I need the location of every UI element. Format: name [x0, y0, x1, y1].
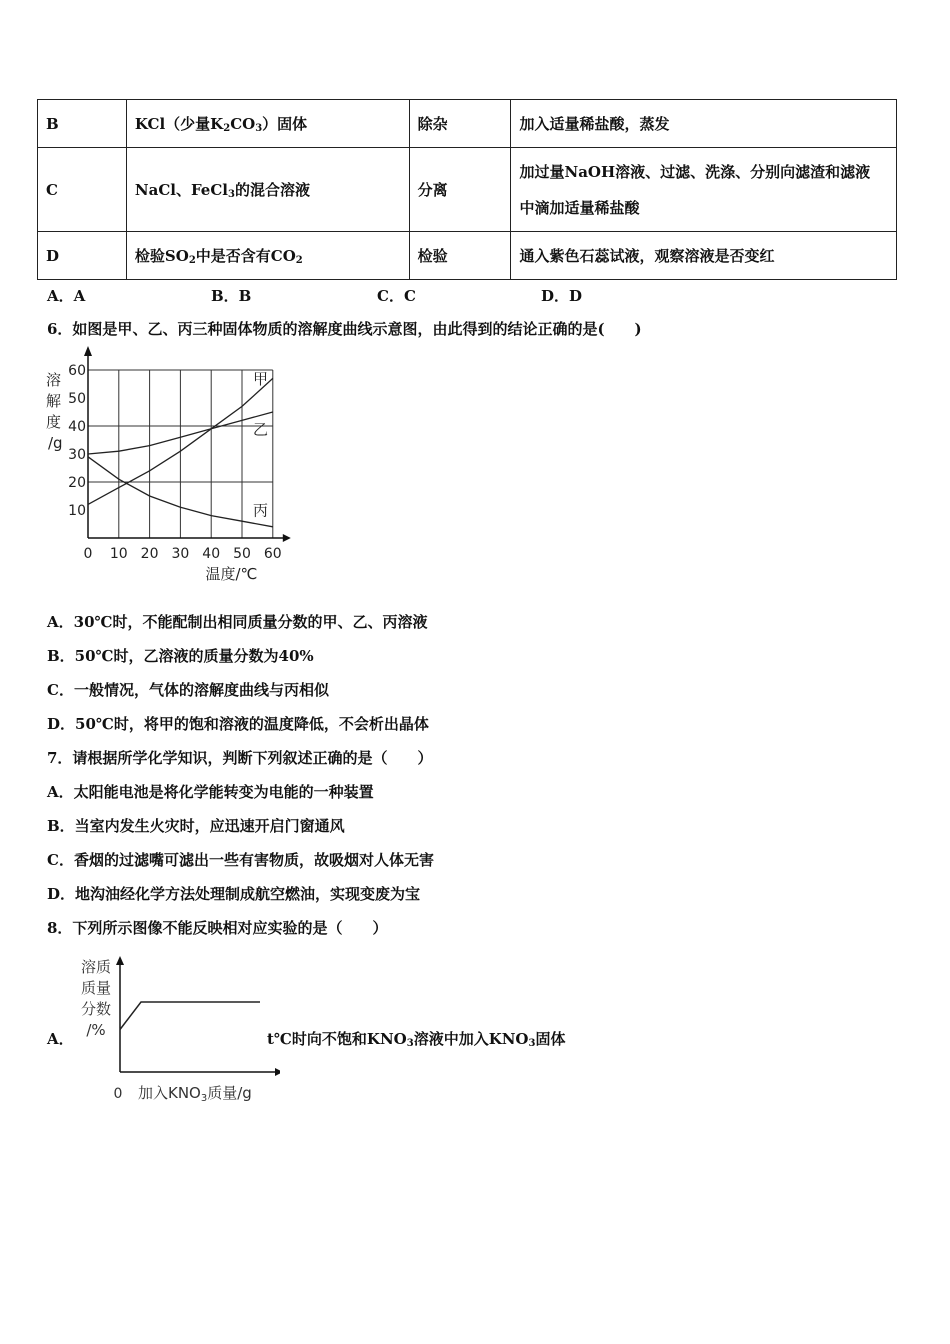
- choice-c[interactable]: C．C: [377, 287, 416, 305]
- subject-cell: KCl（少量$K_2CO_3$）固体: [126, 100, 409, 148]
- mass-fraction-chart: [70, 950, 280, 1110]
- question-7-stem: 7．请根据所学化学知识，判断下列叙述正确的是（ ）: [47, 749, 433, 767]
- x-axis-label: 温度/℃: [205, 565, 258, 583]
- question-8-stem: 8．下列所示图像不能反映相对应实验的是（ ）: [47, 919, 388, 937]
- y-axis-arrow: [84, 346, 92, 356]
- purpose-cell: 分离: [409, 148, 511, 232]
- question-6-option-c[interactable]: C．一般情况，气体的溶解度曲线与丙相似: [47, 681, 329, 699]
- method-cell: 加入适量稀盐酸，蒸发: [511, 100, 897, 148]
- y-tick-label: 20: [68, 475, 86, 491]
- x-tick-label: 50: [233, 546, 251, 562]
- x-tick-label: 10: [109, 546, 128, 562]
- y-tick-label: 30: [68, 447, 86, 463]
- options-table: [37, 99, 897, 280]
- y-axis-label: /%: [86, 1021, 106, 1039]
- series-label: 乙: [252, 420, 268, 439]
- series-line: [120, 1002, 260, 1030]
- method-cell: 通入紫色石蕊试液，观察溶液是否变红: [511, 232, 897, 280]
- x-tick-label: 40: [202, 546, 221, 562]
- choice-d[interactable]: D．D: [541, 287, 583, 305]
- y-axis-label: 溶: [46, 371, 62, 389]
- x-axis-arrow: [275, 1068, 280, 1076]
- question-7-option-b[interactable]: B．当室内发生火灾时，应迅速开启门窗通风: [47, 817, 345, 835]
- x-tick-label: 20: [140, 546, 159, 562]
- option-letter: D: [38, 232, 127, 280]
- origin-label: 0: [113, 1086, 123, 1102]
- question-6-stem: 6．如图是甲、乙、丙三种固体物质的溶解度曲线示意图，由此得到的结论正确的是( ): [47, 320, 642, 338]
- y-tick-label: 40: [68, 419, 86, 435]
- y-axis-label: 质量: [80, 979, 112, 997]
- question-7-option-a[interactable]: A．太阳能电池是将化学能转变为电能的一种装置: [47, 783, 374, 801]
- question-7-option-d[interactable]: D．地沟油经化学方法处理制成航空燃油，实现变废为宝: [47, 885, 421, 903]
- option-letter: B: [38, 100, 127, 148]
- purpose-cell: 检验: [409, 232, 511, 280]
- y-axis-label: 解: [46, 392, 62, 410]
- y-tick-label: 10: [68, 503, 86, 519]
- y-tick-label: 50: [68, 391, 86, 407]
- x-axis-label: 加入$KNO_3$质量/g: [138, 1084, 252, 1104]
- choice-b[interactable]: B．B: [211, 287, 252, 305]
- method-cell: 加过量NaOH溶液、过滤、洗涤、分别向滤渣和滤液 中滴加适量稀盐酸: [511, 148, 897, 232]
- table-row: [38, 100, 897, 148]
- y-axis-label: 度: [46, 413, 62, 431]
- y-axis-label: /g: [48, 434, 63, 452]
- subject-cell: NaCl、FeCl$_3$的混合溶液: [126, 148, 409, 232]
- question-7-option-c[interactable]: C．香烟的过滤嘴可滤出一些有害物质，故吸烟对人体无害: [47, 851, 434, 869]
- table-row: [38, 148, 897, 232]
- x-tick-label: 30: [171, 546, 190, 562]
- option-letter: C: [38, 148, 127, 232]
- y-tick-label: 60: [68, 363, 86, 379]
- series-label: 丙: [252, 501, 268, 520]
- x-tick-label: 60: [263, 546, 282, 562]
- series-label: 甲: [252, 370, 268, 388]
- question-6-option-a[interactable]: A．30℃时，不能配制出相同质量分数的甲、乙、丙溶液: [47, 613, 428, 631]
- y-axis-arrow: [116, 956, 124, 965]
- subject-cell: 检验$SO_2$中是否含有$CO_2$: [126, 232, 409, 280]
- y-axis-label: 分数: [80, 1000, 112, 1018]
- y-axis-label: 溶质: [80, 958, 112, 976]
- purpose-cell: 除杂: [409, 100, 511, 148]
- question-6-option-b[interactable]: B．50℃时，乙溶液的质量分数为40%: [47, 647, 314, 665]
- solubility-chart: [40, 340, 310, 590]
- choice-a[interactable]: A．A: [47, 287, 86, 305]
- question-8-option-a-desc: t℃时向不饱和$KNO_3$溶液中加入$KNO_3$固体: [267, 1030, 566, 1049]
- question-6-option-d[interactable]: D．50℃时，将甲的饱和溶液的温度降低，不会析出晶体: [47, 715, 429, 733]
- question-8-option-a-label[interactable]: A．: [47, 1030, 74, 1048]
- table-row: [38, 232, 897, 280]
- x-tick-label: 0: [83, 546, 93, 562]
- x-axis-arrow: [283, 534, 291, 542]
